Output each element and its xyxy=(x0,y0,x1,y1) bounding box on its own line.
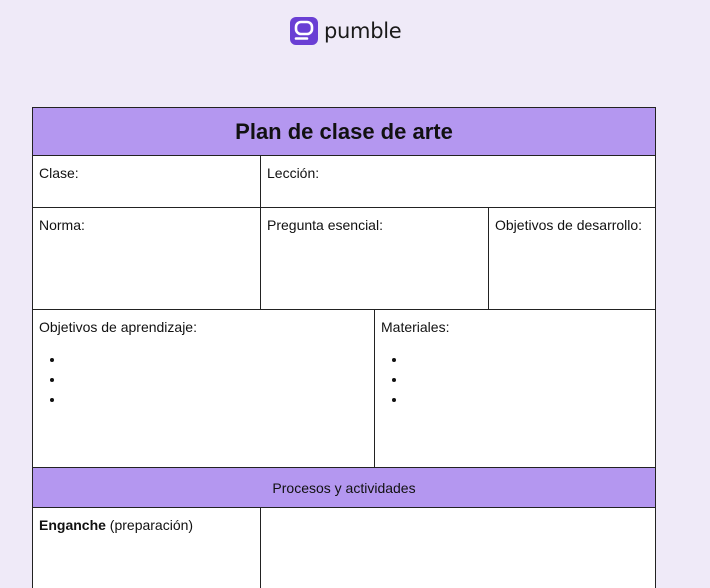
lesson-plan-document xyxy=(32,107,656,588)
document-title: Plan de clase de arte xyxy=(235,118,453,144)
objetivos-aprendizaje-label: Objetivos de aprendizaje: xyxy=(39,319,197,335)
materiales-field[interactable] xyxy=(375,310,655,467)
list-item[interactable] xyxy=(407,351,649,371)
clase-field[interactable] xyxy=(33,156,261,207)
objetivos-aprendizaje-list xyxy=(39,351,368,411)
enganche-label: Enganche xyxy=(39,517,106,533)
procesos-section-header xyxy=(33,468,655,508)
list-item[interactable] xyxy=(407,371,649,391)
enganche-note: (preparación) xyxy=(105,517,194,533)
row-norma-pregunta-objetivos xyxy=(33,208,655,310)
pumble-logo xyxy=(290,17,401,45)
procesos-title: Procesos y actividades xyxy=(272,479,416,496)
objetivos-desarrollo-field[interactable] xyxy=(489,208,655,309)
title-row xyxy=(33,108,655,156)
norma-field[interactable] xyxy=(33,208,261,309)
pumble-logo-icon xyxy=(290,17,318,45)
list-item[interactable] xyxy=(65,351,368,371)
list-item[interactable] xyxy=(65,391,368,411)
materiales-label: Materiales: xyxy=(381,319,450,335)
clase-label: Clase: xyxy=(39,165,79,181)
pregunta-esencial-label: Pregunta esencial: xyxy=(267,217,383,233)
row-aprendizaje-materiales xyxy=(33,310,655,468)
objetivos-aprendizaje-field[interactable] xyxy=(33,310,375,467)
enganche-label-cell xyxy=(33,508,261,588)
leccion-field[interactable] xyxy=(261,156,655,207)
list-item[interactable] xyxy=(407,391,649,411)
objetivos-desarrollo-label: Objetivos de desarrollo: xyxy=(495,217,643,233)
list-item[interactable] xyxy=(65,371,368,391)
leccion-label: Lección: xyxy=(267,165,320,181)
pregunta-esencial-field[interactable] xyxy=(261,208,489,309)
enganche-content-field[interactable] xyxy=(261,508,655,588)
materiales-list xyxy=(381,351,649,411)
norma-label: Norma: xyxy=(39,217,85,233)
row-clase-leccion xyxy=(33,156,655,208)
brand-name: pumble xyxy=(324,19,402,43)
row-enganche xyxy=(33,508,655,588)
